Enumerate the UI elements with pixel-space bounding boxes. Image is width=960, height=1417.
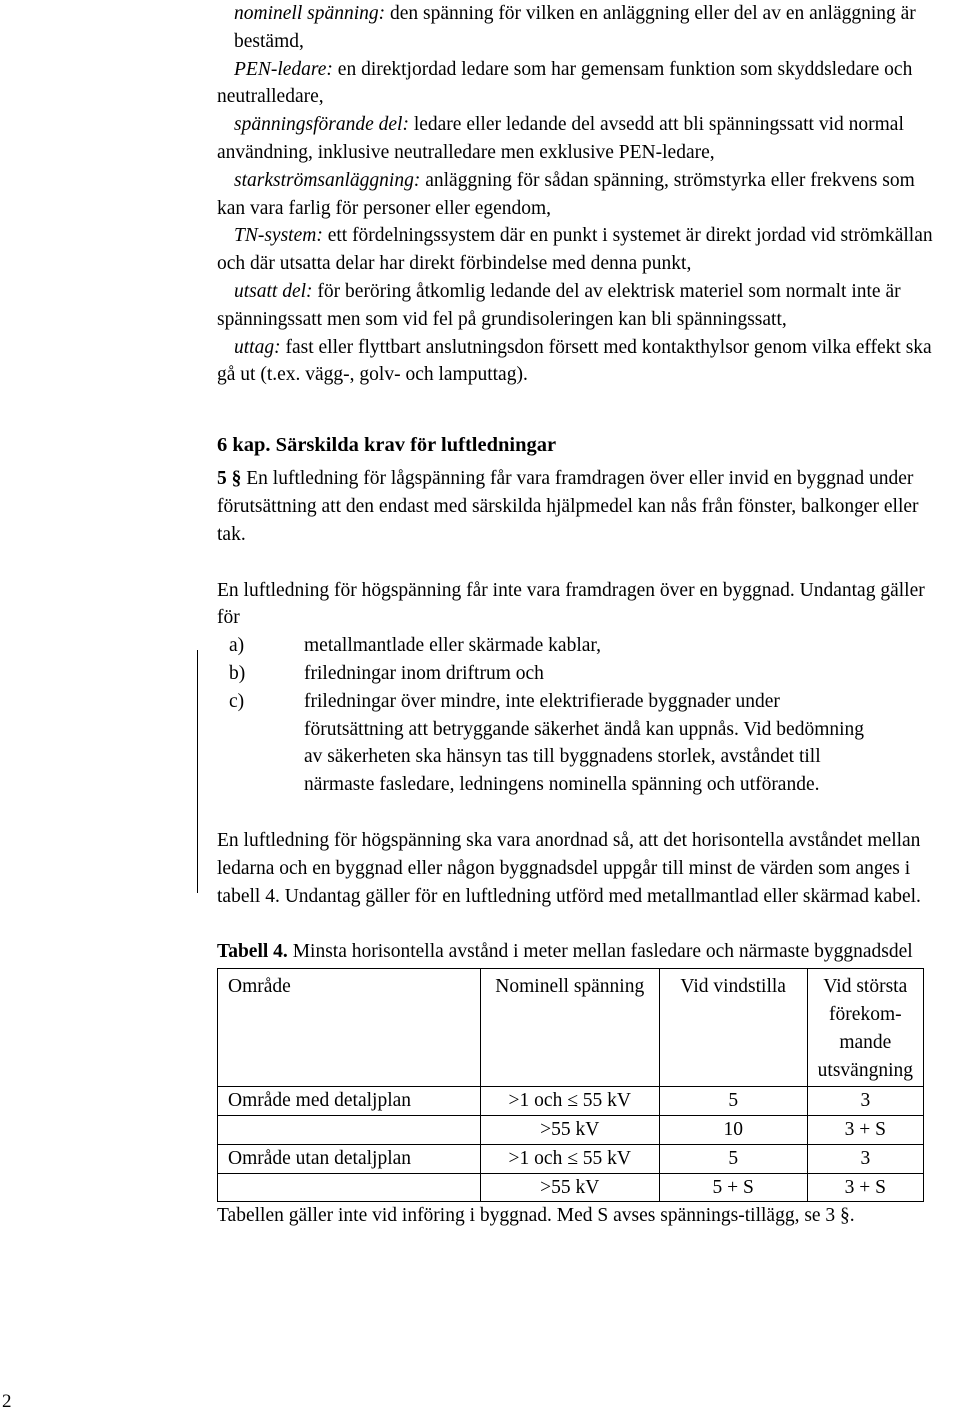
table-caption-label: Tabell 4. <box>217 941 288 963</box>
list-item <box>217 660 937 688</box>
definition-text: en direktjordad ledare som har gemensam funktion som skyddsledare och neutralledare, <box>217 58 913 108</box>
list-item-label: b) <box>229 662 246 684</box>
table-row <box>218 1173 924 1202</box>
table-row <box>218 1087 924 1116</box>
section-5-paragraph <box>217 465 937 548</box>
section-number: 5 § <box>217 468 242 490</box>
table-header: Vid största förekom-mande utsvängning <box>807 969 923 1087</box>
list-item-text: friledningar över mindre, inte elektrifierade byggnader under förutsättning att betryggande säkerhet ändå kan uppnås. Vid bedömning av säkerheten ska hänsyn tas till byggnadens storlek, avståndet till närmaste fasledare, ledningens nominella spänning och utförande. <box>304 690 865 796</box>
definition-term: spänningsförande del: <box>234 114 409 136</box>
list-item-text: friledningar inom driftrum och <box>304 662 544 684</box>
table-cell: 3 <box>807 1087 923 1116</box>
chapter-heading: 6 kap. Särskilda krav för luftledningar <box>217 434 557 457</box>
definition <box>217 111 937 167</box>
distance-table <box>217 968 924 1202</box>
list-item-label: a) <box>229 635 245 657</box>
table-header-row <box>218 969 924 1087</box>
definition-term: TN-system: <box>234 225 323 247</box>
table-header: Område <box>218 969 481 1087</box>
table-cell: 10 <box>659 1116 807 1145</box>
table-header: Vid vindstilla <box>659 969 807 1087</box>
definition-text: för beröring åtkomlig ledande del av elektrisk materiel som normalt inte är spänningssatt men som vid fel på grundisoleringen kan bli spänningssatt, <box>217 280 901 330</box>
definition <box>217 334 937 390</box>
list-item <box>217 632 937 660</box>
section-text: En luftledning för lågspänning får vara framdragen över eller invid en byggnad under förutsättning att den endast med särskilda hjälpmedel kan nås från fönster, balkonger eller tak. <box>217 468 919 545</box>
table-cell: 3 + S <box>807 1116 923 1145</box>
definition-text: fast eller flyttbart anslutningsdon försett med kontakthylsor genom vilka effekt ska gå ut (t.ex. vägg-, golv- och lamputtag). <box>217 336 932 386</box>
table-cell <box>218 1173 481 1202</box>
definition-term: uttag: <box>234 336 281 358</box>
table-cell: 5 <box>659 1144 807 1173</box>
table-cell: 5 <box>659 1087 807 1116</box>
table-note: Tabellen gäller inte vid införing i byggnad. Med S avses spännings-tillägg, se 3 §. <box>217 1205 855 1227</box>
definition-term: starkströmsanläggning: <box>234 169 421 191</box>
document-page <box>217 0 937 1230</box>
table-cell: Område utan detaljplan <box>218 1144 481 1173</box>
definition <box>217 167 937 223</box>
list-item <box>217 688 937 799</box>
table-cell: >55 kV <box>480 1116 659 1145</box>
table-header: Nominell spänning <box>480 969 659 1087</box>
change-bar <box>197 650 198 893</box>
table-row <box>218 1116 924 1145</box>
table-cell: 3 + S <box>807 1173 923 1202</box>
page-number: 2 <box>2 1391 12 1412</box>
table-cell: Område med detaljplan <box>218 1087 481 1116</box>
definition-text: anläggning för sådan spänning, strömstyrka eller frekvens som kan vara farlig för personer eller egendom, <box>217 169 915 219</box>
table-cell <box>218 1116 481 1145</box>
table-cell: >1 och ≤ 55 kV <box>480 1087 659 1116</box>
definition <box>217 222 937 278</box>
exception-list <box>217 632 937 799</box>
definition <box>217 56 937 112</box>
high-voltage-paragraph: En luftledning för högspänning får inte vara framdragen över en byggnad. Undantag gäller för <box>217 579 925 629</box>
table-cell: >1 och ≤ 55 kV <box>480 1144 659 1173</box>
list-item-label: c) <box>229 690 245 712</box>
table-cell: >55 kV <box>480 1173 659 1202</box>
distance-paragraph: En luftledning för högspänning ska vara anordnad så, att det horisontella avståndet mellan ledarna och en byggnad eller någon byggnadsdel uppgår till minst de värden som anges i tabell 4. Undantag gäller för en luftledning utförd med metallmantlad eller skärmad kabel. <box>217 829 921 907</box>
table-cell: 5 + S <box>659 1173 807 1202</box>
definition-term: nominell spänning: <box>234 3 386 24</box>
table-caption-text: Minsta horisontella avstånd i meter mellan fasledare och närmaste byggnadsdel <box>287 941 913 963</box>
definition-text: ett fördelningssystem där en punkt i systemet är direkt jordad vid strömkällan och där utsatta delar har direkt förbindelse med denna punkt, <box>217 225 933 275</box>
definition-term: PEN-ledare: <box>234 58 333 80</box>
table-row <box>218 1144 924 1173</box>
definition <box>217 0 937 56</box>
definition-term: utsatt del: <box>234 280 313 302</box>
table-cell: 3 <box>807 1144 923 1173</box>
definition-text: ledare eller ledande del avsedd att bli spänningssatt vid normal användning, inklusive neutralledare men exklusive PEN-ledare, <box>217 114 904 163</box>
definition <box>217 278 937 334</box>
list-item-text: metallmantlade eller skärmade kablar, <box>304 635 601 657</box>
table-caption <box>217 938 937 966</box>
definition-text: den spänning för vilken en anläggning eller del av en anläggning är bestämd, <box>234 3 916 52</box>
